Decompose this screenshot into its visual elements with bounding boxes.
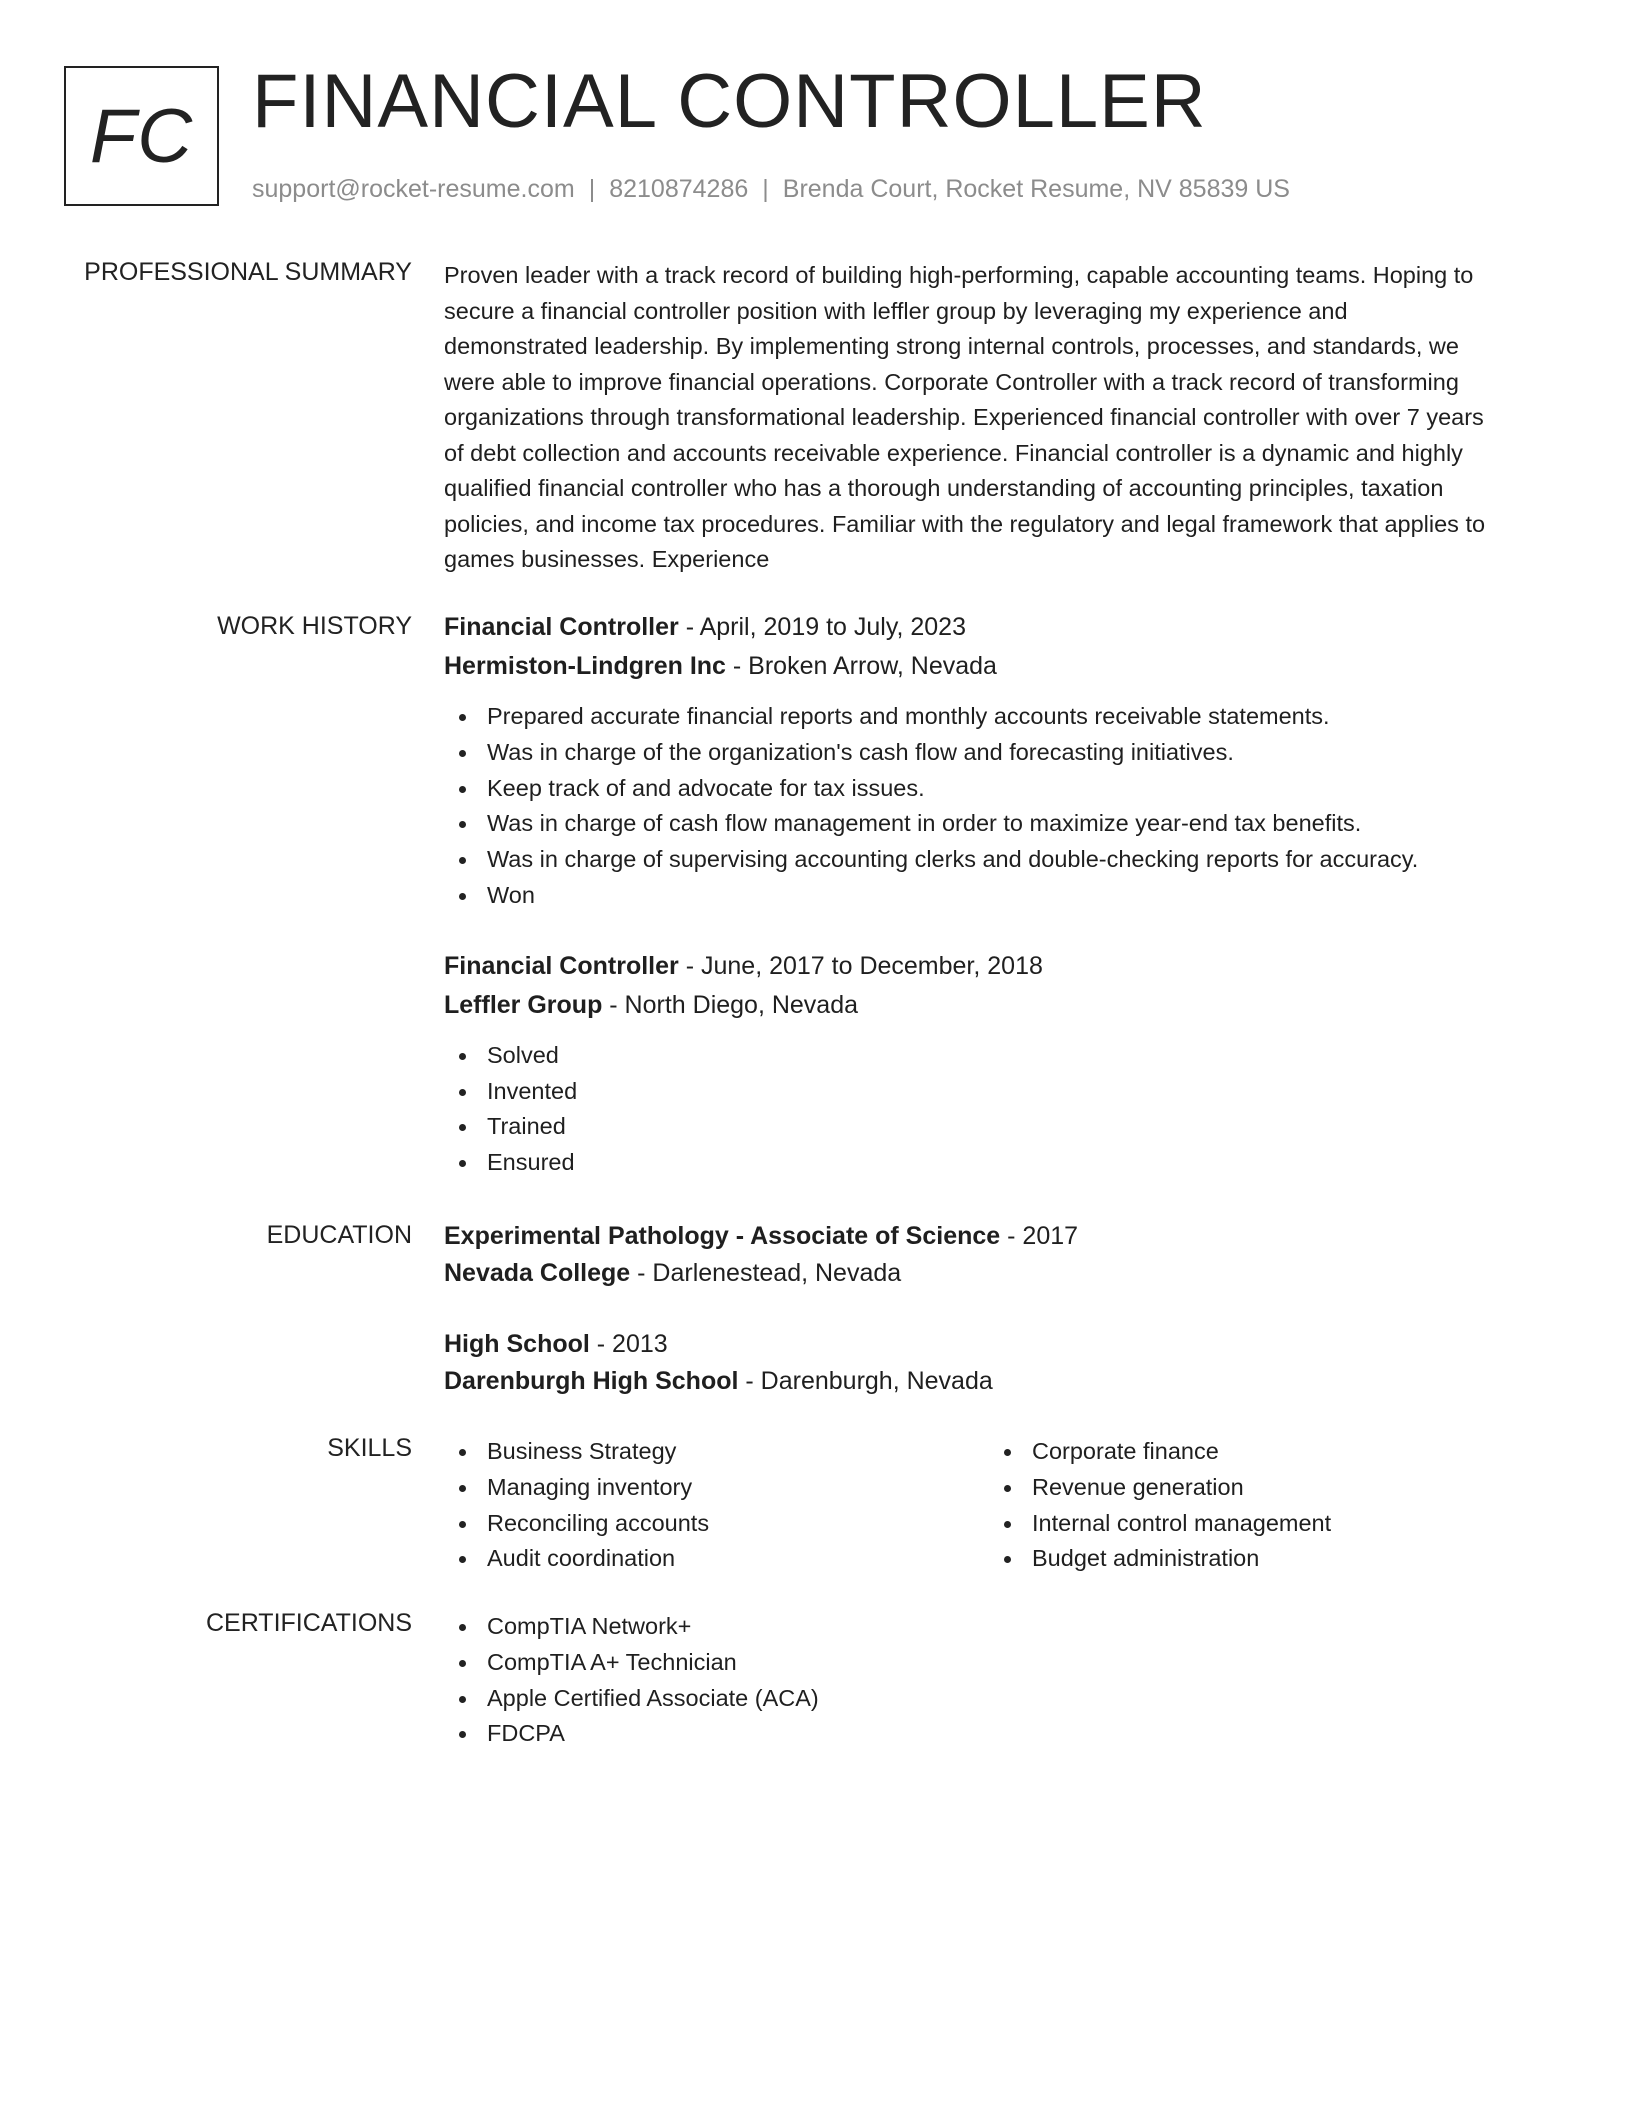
job-role-line: [444, 608, 1554, 647]
list-item: Budget administration: [989, 1541, 1534, 1577]
edu-location: - Darenburgh, Nevada: [738, 1367, 993, 1395]
job-role: Financial Controller: [444, 613, 679, 641]
list-item: Prepared accurate financial reports and monthly accounts receivable statements.: [444, 699, 1554, 735]
skills-list-right: [989, 1434, 1534, 1577]
section-title-certifications: CERTIFICATIONS: [205, 1609, 412, 1637]
job-company-line: [444, 986, 1554, 1025]
list-item: Ensured: [444, 1145, 1554, 1181]
job-company-line: [444, 647, 1554, 686]
summary-line: Proven leader with a track record of building high-performing, capable accounting teams. Hoping to: [444, 262, 1474, 288]
monogram-box: [64, 66, 219, 206]
list-item: Reconciling accounts: [444, 1506, 989, 1542]
job-role: Financial Controller: [444, 951, 679, 980]
edu-year: - 2013: [589, 1330, 668, 1358]
skills-list-left: [444, 1434, 989, 1577]
edu-school: Nevada College: [444, 1259, 631, 1287]
list-item: Internal control management: [989, 1506, 1534, 1542]
job-bullets: [444, 1038, 1554, 1181]
job-entry: [444, 947, 1554, 1181]
list-item: Revenue generation: [989, 1470, 1534, 1506]
job-company: Hermiston-Lindgren Inc: [444, 652, 726, 680]
contact-email[interactable]: support@rocket-resume.com: [252, 175, 575, 203]
summary-line: policies, and income tax procedures. Familiar with the regulatory and legal framework that applies to: [444, 510, 1486, 537]
list-item: Business Strategy: [444, 1434, 989, 1470]
contact-separator: |: [588, 175, 596, 203]
edu-location: - Darlenestead, Nevada: [630, 1259, 902, 1287]
summary-body: [444, 258, 1554, 578]
summary-line: of debt collection and accounts receivable experience. Financial controller is a dynamic and highly: [444, 439, 1463, 466]
list-item: Solved: [444, 1038, 1554, 1074]
section-title-skills: SKILLS: [327, 1434, 412, 1462]
list-item: Was in charge of cash flow management in order to maximize year-end tax benefits.: [444, 806, 1554, 842]
skills-body: [444, 1434, 1554, 1577]
job-dates: - April, 2019 to July, 2023: [678, 613, 966, 641]
list-item: Audit coordination: [444, 1541, 989, 1577]
contact-line: [252, 175, 1290, 204]
summary-line: demonstrated leadership. By implementing strong internal controls, processes, and standards, we: [444, 333, 1459, 359]
summary-line: secure a financial controller position with leffler group by leveraging my experience and: [444, 297, 1348, 324]
contact-phone[interactable]: 8210874286: [609, 175, 749, 203]
skills-grid: [444, 1434, 1554, 1577]
list-item: Corporate finance: [989, 1434, 1534, 1470]
list-item: Won: [444, 878, 1554, 914]
certifications-list: [444, 1609, 1554, 1752]
summary-line: were able to improve financial operations. Corporate Controller with a track record of transforming: [444, 368, 1459, 395]
job-company: Leffler Group: [444, 990, 603, 1019]
section-title-work: WORK HISTORY: [217, 612, 412, 640]
summary-line: organizations through transformational leadership. Experienced financial controller with over 7 years: [444, 404, 1484, 430]
list-item: CompTIA Network+: [444, 1609, 1554, 1645]
job-location: - Broken Arrow, Nevada: [725, 652, 997, 680]
list-item: Was in charge of supervising accounting clerks and double-checking reports for accuracy.: [444, 842, 1554, 878]
list-item: Managing inventory: [444, 1470, 989, 1506]
contact-separator: |: [762, 175, 769, 203]
edu-school-line: [444, 1255, 1554, 1292]
list-item: FDCPA: [444, 1716, 1554, 1752]
edu-degree-line: [444, 1326, 1554, 1363]
job-location: - North Diego, Nevada: [602, 990, 859, 1019]
list-item: Keep track of and advocate for tax issues.: [444, 771, 1554, 807]
list-item: Invented: [444, 1074, 1554, 1110]
section-title-education: EDUCATION: [266, 1221, 412, 1249]
edu-degree-line: [444, 1218, 1554, 1255]
monogram-initials: FC: [89, 93, 194, 179]
certifications-body: [444, 1609, 1554, 1752]
summary-line: qualified financial controller who has a thorough understanding of accounting principles, taxation: [444, 475, 1444, 501]
work-body: [444, 608, 1554, 1181]
job-entry: [444, 608, 1554, 914]
contact-address: Brenda Court, Rocket Resume, NV 85839 US: [782, 175, 1290, 203]
page-title: FINANCIAL CONTROLLER: [252, 59, 1207, 144]
list-item: CompTIA A+ Technician: [444, 1645, 1554, 1681]
education-body: [444, 1218, 1554, 1400]
summary-line: games businesses. Experience: [444, 546, 770, 572]
job-bullets: [444, 699, 1554, 914]
edu-year: - 2017: [1000, 1222, 1079, 1250]
list-item: Apple Certified Associate (ACA): [444, 1681, 1554, 1717]
job-role-line: [444, 947, 1554, 986]
edu-school: Darenburgh High School: [444, 1367, 739, 1395]
edu-school-line: [444, 1363, 1554, 1400]
edu-degree: Experimental Pathology - Associate of Science: [444, 1222, 1001, 1250]
section-title-summary: PROFESSIONAL SUMMARY: [84, 258, 412, 286]
list-item: Was in charge of the organization's cash flow and forecasting initiatives.: [444, 735, 1554, 771]
list-item: Trained: [444, 1109, 1554, 1145]
job-dates: - June, 2017 to December, 2018: [678, 951, 1043, 980]
edu-degree: High School: [444, 1330, 590, 1358]
